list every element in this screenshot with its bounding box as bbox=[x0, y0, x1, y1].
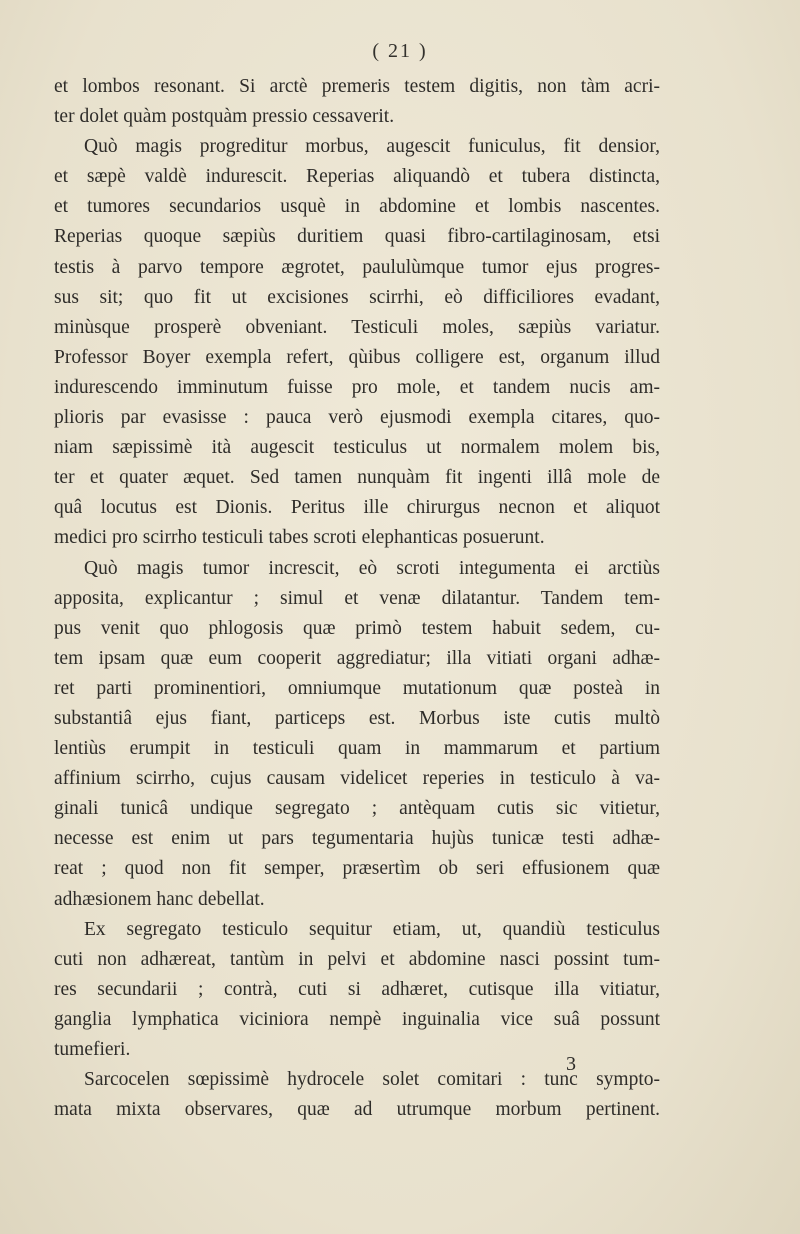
text-line: et tumores secundarios usquè in abdomine et lombis nascentes. bbox=[54, 196, 660, 218]
text-line: mata mixta observares, quæ ad utrumque morbum pertinent. bbox=[54, 1099, 660, 1121]
body-text bbox=[54, 72, 660, 1125]
text-line: necesse est enim ut pars tegumentaria hujùs tunicæ testi adhæ- bbox=[54, 828, 660, 850]
text-line: plioris par evasisse : pauca verò ejusmodi exempla citares, quo- bbox=[54, 407, 660, 429]
text-line: ter et quater æquet. Sed tamen nunquàm fit ingenti illâ mole de bbox=[54, 467, 660, 489]
text-line: Professor Boyer exempla refert, qùibus colligere est, organum illud bbox=[54, 346, 660, 368]
text-line: res secundarii ; contrà, cuti si adhæret, cutisque illa vitiatur, bbox=[54, 978, 660, 1000]
text-line: apposita, explicantur ; simul et venæ dilatantur. Tandem tem- bbox=[54, 587, 660, 609]
text-line: ter dolet quàm postquàm pressio cessaverit. bbox=[54, 106, 395, 128]
text-line: quâ locutus est Dionis. Peritus ille chirurgus necnon et aliquot bbox=[54, 497, 660, 519]
text-line: affinium scirrho, cujus causam videlicet reperies in testiculo à va- bbox=[54, 768, 660, 790]
text-line: pus venit quo phlogosis quæ primò testem habuit sedem, cu- bbox=[54, 617, 660, 639]
text-line: adhæsionem hanc debellat. bbox=[54, 888, 265, 910]
text-line: et sæpè valdè indurescit. Reperias aliquandò et tubera distincta, bbox=[54, 166, 660, 188]
signature-mark: 3 bbox=[566, 1053, 576, 1075]
text-line: et lombos resonant. Si arctè premeris testem digitis, non tàm acri- bbox=[54, 76, 660, 97]
text-line: substantiâ ejus fiant, particeps est. Morbus iste cutis multò bbox=[54, 707, 660, 729]
text-line: sus sit; quo fit ut excisiones scirrhi, eò difficiliores evadant, bbox=[54, 286, 660, 308]
text-line: indurescendo imminutum fuisse pro mole, et tandem nucis am- bbox=[54, 376, 660, 398]
text-line: Reperias quoque sæpiùs duritiem quasi fibro-cartilaginosam, etsi bbox=[54, 226, 660, 248]
text-line: ganglia lymphatica viciniora nempè inguinalia vice suâ possunt bbox=[54, 1008, 660, 1030]
text-line: cuti non adhæreat, tantùm in pelvi et abdomine nasci possint tum- bbox=[54, 948, 660, 970]
text-line: medici pro scirrho testiculi tabes scroti elephanticas posuerunt. bbox=[54, 527, 545, 549]
text-line: minùsque prosperè obveniant. Testiculi moles, sæpiùs variatur. bbox=[54, 316, 660, 338]
text-line: ginali tunicâ undique segregato ; antèquam cutis sic vitietur, bbox=[54, 798, 660, 820]
paragraph-start-line: Sarcocelen sœpissimè hydrocele solet comitari : tunc sympto- bbox=[84, 1069, 660, 1091]
paragraph-start-line: Quò magis tumor increscit, eò scroti integumenta ei arctiùs bbox=[84, 557, 660, 579]
page-number: ( 21 ) bbox=[372, 40, 428, 62]
text-line: tumefieri. bbox=[54, 1039, 131, 1060]
text-line: ret parti prominentiori, omniumque mutationum quæ posteà in bbox=[54, 677, 660, 699]
paragraph-start-line: Quò magis progreditur morbus, augescit funiculus, fit densior, bbox=[84, 136, 660, 158]
text-line: tem ipsam quæ eum cooperit aggrediatur; illa vitiati organi adhæ- bbox=[54, 647, 660, 669]
text-line: niam sæpissimè ità augescit testiculus ut normalem molem bis, bbox=[54, 437, 660, 459]
text-line: reat ; quod non fit semper, præsertìm ob seri effusionem quæ bbox=[54, 858, 660, 880]
text-line: lentiùs erumpit in testiculi quam in mammarum et partium bbox=[54, 738, 660, 760]
paragraph-start-line: Ex segregato testiculo sequitur etiam, ut, quandiù testiculus bbox=[84, 918, 660, 940]
text-line: testis à parvo tempore ægrotet, paululùmque tumor ejus progres- bbox=[54, 256, 660, 278]
